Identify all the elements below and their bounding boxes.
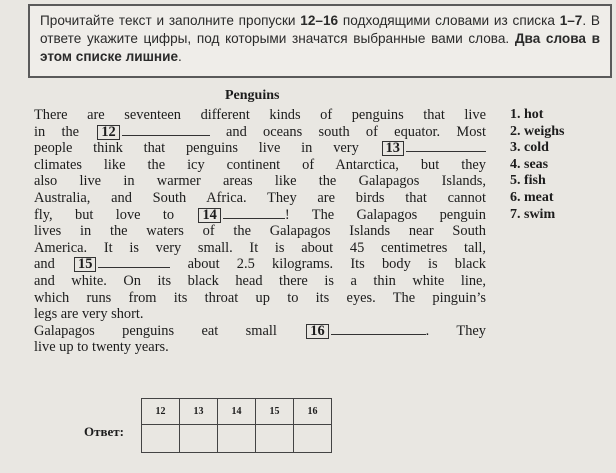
instructions-bold-note: Два слова в этом списке лишние [40,31,600,64]
passage-text: in the [34,123,80,140]
answer-cell-15[interactable] [256,425,294,453]
word-list-item: 1. hot [510,107,544,122]
word-list-item: 7. swim [510,206,556,222]
answer-column-header: 13 [180,399,218,425]
passage-line [34,306,486,323]
instructions-text-3: . В ответе укажите цифры, под которыми значатся выбранные вами слова. [40,13,600,46]
passage-text: and oceans south of equator. Most [226,123,486,140]
instructions-end: . [178,49,182,64]
passage-text: about 2.5 kilograms. Its body is black [187,256,486,273]
answer-table [141,398,332,453]
passage-line [34,323,486,340]
passage-text: ! The Galapagos penguin [284,206,486,223]
passage-text: lives in the waters of the Galapagos Islands near South [34,223,486,240]
answer-cell-12[interactable] [142,425,180,453]
passage-text: Galapagos penguins eat small [34,322,277,339]
gap-blank-15[interactable] [98,256,170,268]
passage-text: There are seventeen different kinds of penguins that live [34,107,486,123]
instructions-text: Прочитайте текст и заполните пропуски [40,13,301,28]
gap-number-12: 12 [97,125,119,140]
passage-text: fly, but love to [34,206,175,223]
gap-blank-14[interactable] [223,207,285,219]
passage-line [34,240,486,257]
instructions-range-words: 1–7 [559,13,583,28]
gap-blank-12[interactable] [122,124,210,136]
gap-number-16: 16 [306,324,328,339]
passage-text: Australia, and South Africa. They are birds that cannot [34,189,486,206]
text-title: Penguins [225,88,280,103]
passage-text: America. It is very small. It is about 45 centimetres tall, [34,239,486,256]
passage-line [34,157,486,174]
gap-blank-16[interactable] [331,323,426,335]
passage [34,107,486,356]
passage-line [34,190,486,207]
passage-text: climates like the icy continent of Antarctica, but they [34,156,486,173]
answer-column-header: 12 [142,399,180,425]
word-list-item: 2. weighs [510,123,565,139]
passage-text: . They [425,322,486,339]
instructions-range-items: 12–16 [300,13,339,28]
answer-label: Ответ: [84,424,125,439]
passage-line [34,339,486,356]
passage-text: legs are very short. [34,306,144,323]
passage-text: and white. On its black head there is a thin white line, [34,272,486,289]
gap-number-14: 14 [198,208,220,223]
passage-text: live up to twenty years. [34,339,169,356]
passage-line [34,107,486,124]
passage-line [34,256,486,273]
answer-column-header: 14 [218,399,256,425]
passage-text: and [34,256,55,273]
gap-number-15: 15 [74,257,96,272]
answer-cell-14[interactable] [218,425,256,453]
answer-cell-13[interactable] [180,425,218,453]
passage-text: also live in warmer areas like the Galapagos Islands, [34,173,486,190]
passage-line [34,273,486,290]
passage-line [34,140,486,157]
answer-cell-16[interactable] [294,425,332,453]
word-list-item: 3. cold [510,140,549,156]
passage-text: which runs from its throat up to its eyes. The pinguin’s [34,289,486,306]
word-list-item: 6. meat [510,189,554,205]
passage-text: people think that penguins live in very [34,140,359,157]
word-list-item: 4. seas [510,156,549,172]
instructions-text-2: подходящими словами из списка [338,13,560,28]
passage-line [34,290,486,307]
passage-line [34,223,486,240]
answer-column-header: 15 [256,399,294,425]
instructions-box [28,4,612,78]
passage-line [34,124,486,141]
passage-line [34,207,486,224]
answer-column-header: 16 [294,399,332,425]
passage-line [34,173,486,190]
gap-blank-13[interactable] [406,140,486,152]
gap-number-13: 13 [382,141,404,156]
word-list [510,107,564,223]
word-list-item: 5. fish [510,173,546,189]
